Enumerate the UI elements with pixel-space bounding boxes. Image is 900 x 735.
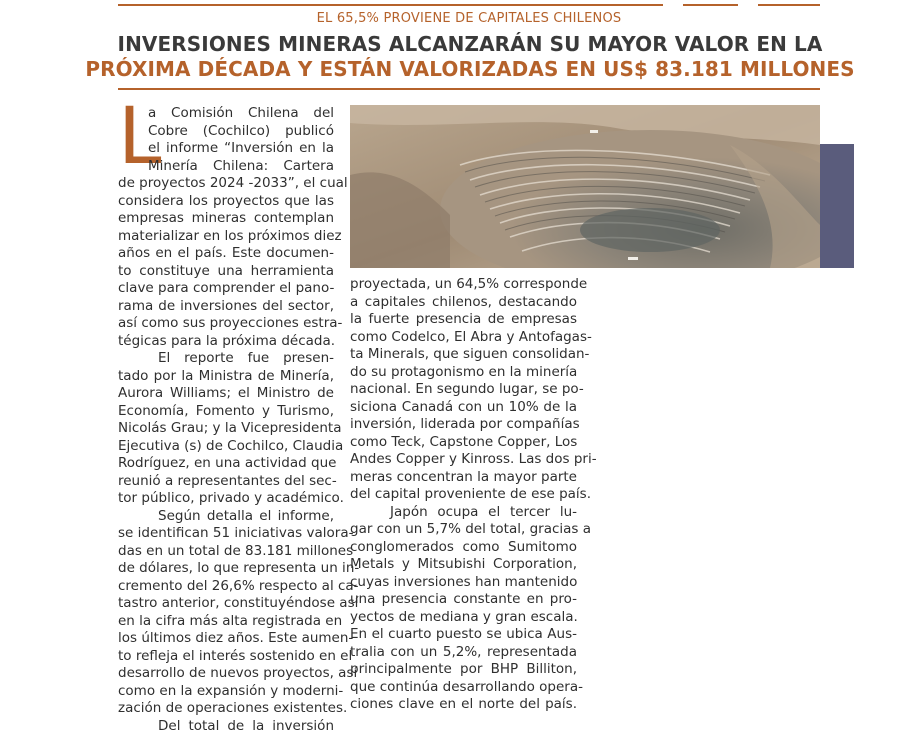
headline-line-2: PRÓXIMA DÉCADA Y ESTÁN VALORIZADAS EN US$ 83.181 MILLONES: [80, 57, 860, 82]
text-line: tralia con un 5,2%, representada: [350, 644, 577, 662]
text-line: los últimos diez años. Este aumen-: [118, 630, 334, 648]
text-line: ta Minerals, que siguen consolidan-: [350, 346, 577, 364]
headline-line-1: INVERSIONES MINERAS ALCANZARÁN SU MAYOR VALOR EN LA: [80, 32, 860, 57]
text-line: En el cuarto puesto se ubica Aus-: [350, 626, 577, 644]
text-line: siciona Canadá con un 10% de la: [350, 399, 577, 417]
text-line: ciones clave en el norte del país.: [350, 696, 577, 714]
text-line: cremento del 26,6% respecto al ca-: [118, 578, 334, 596]
text-line: Según detalla el informe,: [118, 508, 334, 526]
mine-photo: [350, 105, 820, 268]
text-line: así como sus proyecciones estra-: [118, 315, 334, 333]
kicker: EL 65,5% PROVIENE DE CAPITALES CHILENOS: [118, 11, 820, 26]
article-column-2: [350, 276, 577, 714]
text-line: de dólares, lo que representa un in-: [118, 560, 334, 578]
text-line: Ejecutiva (s) de Cochilco, Claudia: [118, 438, 334, 456]
text-line: tado por la Ministra de Minería,: [118, 368, 334, 386]
text-line: a Comisión Chilena del: [118, 105, 334, 123]
text-line: conglomerados como Sumitomo: [350, 539, 577, 557]
text-line: Nicolás Grau; y la Vicepresidenta: [118, 420, 334, 438]
text-line: el informe “Inversión en la: [118, 140, 334, 158]
text-line: desarrollo de nuevos proyectos, así: [118, 665, 334, 683]
text-line: considera los proyectos que las: [118, 193, 334, 211]
article-column-1: [118, 105, 334, 735]
text-line: Japón ocupa el tercer lu-: [350, 504, 577, 522]
top-rule-right: [758, 4, 820, 6]
text-line: cuyas inversiones han mantenido: [350, 574, 577, 592]
text-line: tégicas para la próxima década.: [118, 333, 334, 351]
text-line: como en la expansión y moderni-: [118, 683, 334, 701]
top-rule-mid: [683, 4, 738, 6]
text-line: Minería Chilena: Cartera: [118, 158, 334, 176]
text-line: proyectada, un 64,5% corresponde: [350, 276, 577, 294]
text-line: das en un total de 83.181 millones: [118, 543, 334, 561]
text-line: zación de operaciones existentes.: [118, 700, 334, 718]
text-line: nacional. En segundo lugar, se po-: [350, 381, 577, 399]
text-line: principalmente por BHP Billiton,: [350, 661, 577, 679]
text-line: tor público, privado y académico.: [118, 490, 334, 508]
text-line: materializar en los próximos diez: [118, 228, 334, 246]
text-line: a capitales chilenos, destacando: [350, 294, 577, 312]
text-line: se identifican 51 iniciativas valora-: [118, 525, 334, 543]
text-line: como Teck, Capstone Copper, Los: [350, 434, 577, 452]
text-line: la fuerte presencia de empresas: [350, 311, 577, 329]
top-rule-left: [118, 4, 663, 6]
sidebar-color-block: [820, 144, 854, 268]
text-line: tastro anterior, constituyéndose así: [118, 595, 334, 613]
text-line: do su protagonismo en la minería: [350, 364, 577, 382]
text-line: meras concentran la mayor parte: [350, 469, 577, 487]
text-line: Del total de la inversión: [118, 718, 334, 735]
text-line: to refleja el interés sostenido en el: [118, 648, 334, 666]
text-line: Cobre (Cochilco) publicó: [118, 123, 334, 141]
text-line: gar con un 5,7% del total, gracias a: [350, 521, 577, 539]
text-line: Andes Copper y Kinross. Las dos pri-: [350, 451, 577, 469]
text-line: una presencia constante en pro-: [350, 591, 577, 609]
text-line: Rodríguez, en una actividad que: [118, 455, 334, 473]
text-line: yectos de mediana y gran escala.: [350, 609, 577, 627]
text-line: años en el país. Este documen-: [118, 245, 334, 263]
text-line: que continúa desarrollando opera-: [350, 679, 577, 697]
text-line: de proyectos 2024 -2033”, el cual: [118, 175, 334, 193]
text-line: to constituye una herramienta: [118, 263, 334, 281]
text-line: Economía, Fomento y Turismo,: [118, 403, 334, 421]
text-line: Metals y Mitsubishi Corporation,: [350, 556, 577, 574]
drop-cap: L: [118, 104, 161, 170]
text-line: en la cifra más alta registrada en: [118, 613, 334, 631]
text-line: empresas mineras contemplan: [118, 210, 334, 228]
headline-rule: [118, 88, 820, 90]
text-line: El reporte fue presen-: [118, 350, 334, 368]
text-line: reunió a representantes del sec-: [118, 473, 334, 491]
mine-photo-image: [350, 105, 820, 268]
text-line: clave para comprender el pano-: [118, 280, 334, 298]
text-line: inversión, liderada por compañías: [350, 416, 577, 434]
text-line: como Codelco, El Abra y Antofagas-: [350, 329, 577, 347]
text-line: Aurora Williams; el Ministro de: [118, 385, 334, 403]
text-line: del capital proveniente de ese país.: [350, 486, 577, 504]
text-line: rama de inversiones del sector,: [118, 298, 334, 316]
